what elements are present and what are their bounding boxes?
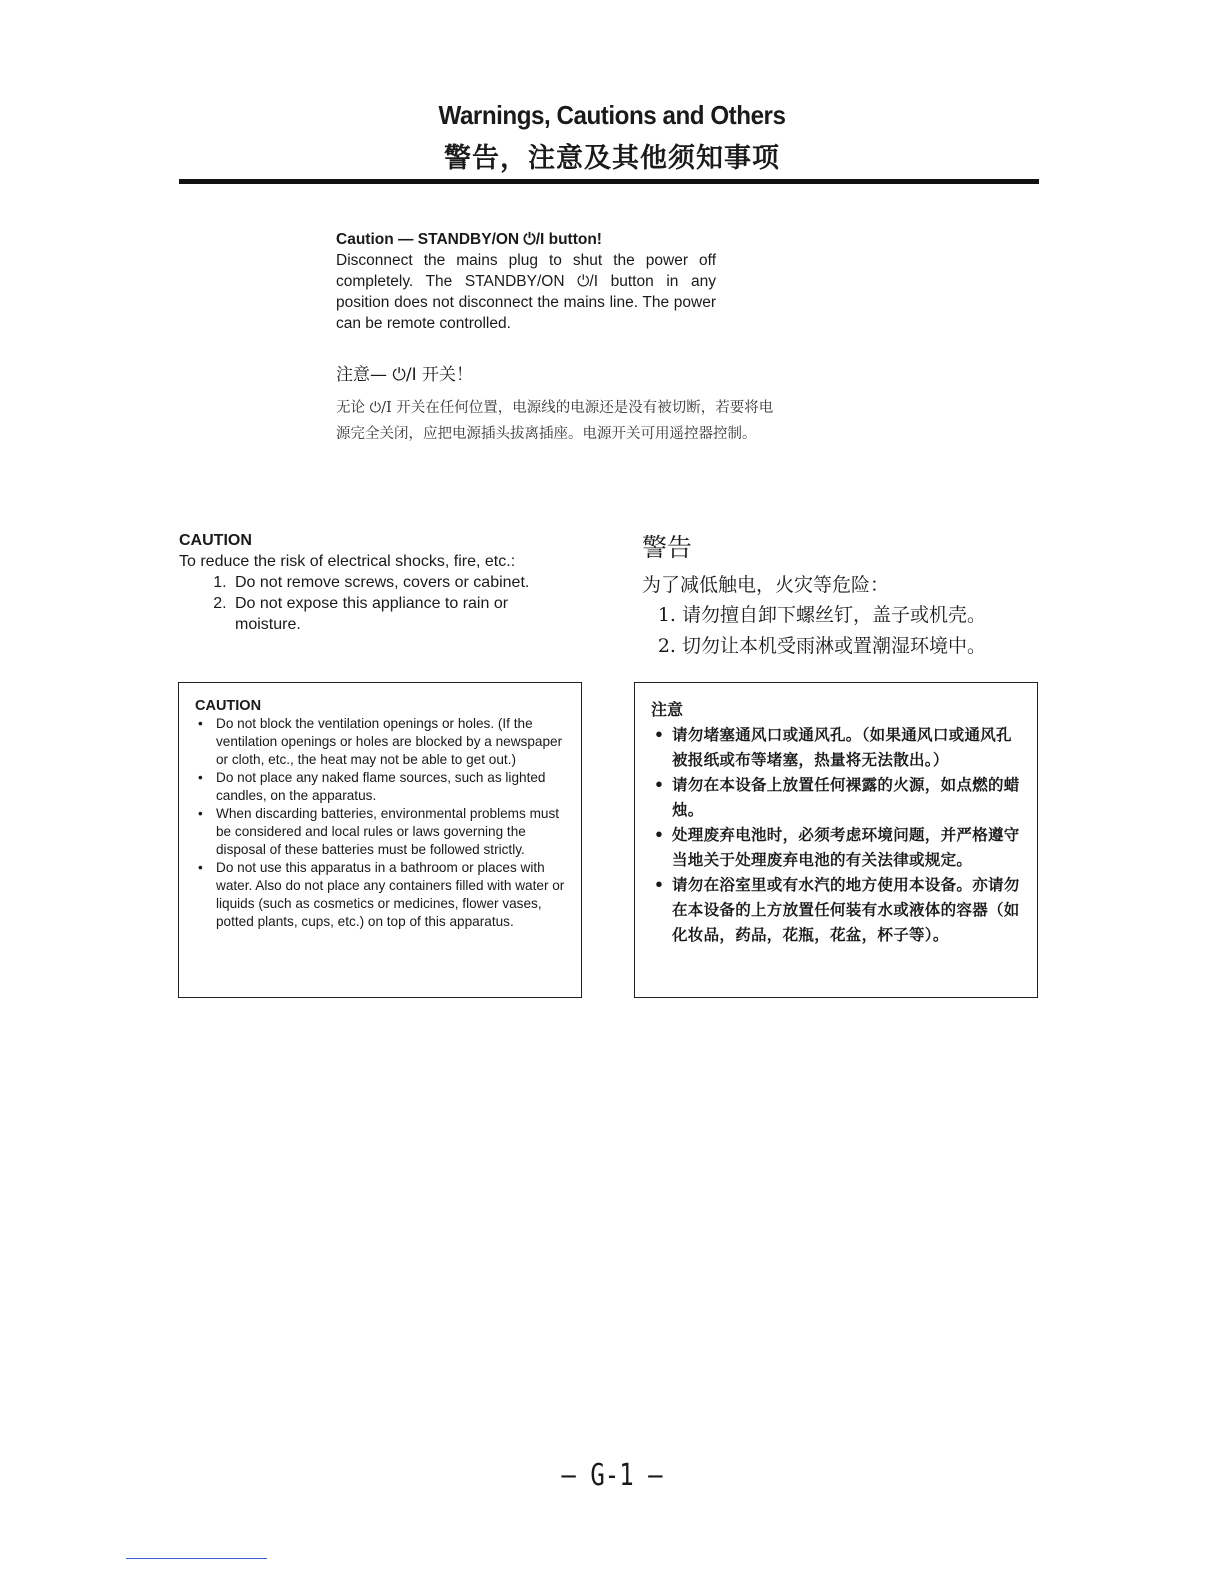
caution-box-chinese <box>634 682 1038 998</box>
standby-caution-heading: Caution — STANDBY/ON ⏻/I button! <box>336 231 602 248</box>
page-title: Warnings, Cautions and Others <box>438 100 786 130</box>
caution-intro: To reduce the risk of electrical shocks, fire, etc.: <box>179 553 516 570</box>
caution-heading-chinese: 警告 <box>642 533 693 562</box>
caution-intro-chinese: 为了减低触电，火灾等危险： <box>642 574 890 596</box>
caution-list <box>179 572 559 635</box>
title-divider <box>179 179 1039 184</box>
link-underline <box>126 1558 267 1559</box>
standby-caution-heading-chinese: 注意— ⏻/I 开关！ <box>336 365 473 385</box>
caution-item: 1. Do not remove screws, covers or cabinet. <box>231 572 559 593</box>
page-number: – G-1 – <box>561 1458 663 1493</box>
caution-box-item-chinese: • 请勿堵塞通风口或通风孔。（如果通风口或通风孔被报纸或布等堵塞，热量将无法散出。） <box>651 722 1027 772</box>
caution-section-chinese <box>642 528 1042 662</box>
standby-caution-body-chinese: 无论 ⏻/I 开关在任何位置，电源线的电源还是没有被切断，若要将电源完全关闭，应把电源插头拔离插座。电源开关可用遥控器控制。 <box>336 400 774 442</box>
standby-caution-body: Disconnect the mains plug to shut the power off completely. The STANDBY/ON ⏻/I button in any position does not disconnect the mains line. The power can be remote controlled. <box>336 252 716 332</box>
caution-heading: CAUTION <box>179 532 252 549</box>
caution-box-heading-chinese: 注意 <box>651 700 684 719</box>
caution-box-item-chinese: • 请勿在浴室里或有水汽的地方使用本设备。亦请勿在本设备的上方放置任何装有水或液体的容器（如化妆品，药品，花瓶，花盆，杯子等）。 <box>651 872 1027 947</box>
caution-section <box>179 530 559 635</box>
caution-box-list <box>195 715 565 931</box>
caution-item-chinese: 1. 请勿擅自卸下螺丝钉，盖子或机壳。 <box>682 600 1042 631</box>
page-title-chinese: 警告，注意及其他须知事项 <box>444 143 780 174</box>
caution-list-chinese <box>642 600 1042 662</box>
caution-box-item: • Do not use this apparatus in a bathroom or places with water. Also do not place any containers filled with water or liquids (such as cosmetics or medicines, flower vases, potted plants, cups, etc.) on top of this apparatus. <box>195 859 565 931</box>
standby-caution-section <box>336 229 716 334</box>
caution-box-item-chinese: • 请勿在本设备上放置任何裸露的火源，如点燃的蜡烛。 <box>651 772 1027 822</box>
caution-item: 2. Do not expose this appliance to rain or moisture. <box>231 593 559 635</box>
caution-box-item: • Do not place any naked flame sources, such as lighted candles, on the apparatus. <box>195 769 565 805</box>
caution-box-list-chinese <box>651 722 1027 947</box>
caution-box-item: • When discarding batteries, environmental problems must be considered and local rules or laws governing the disposal of these batteries must be followed strictly. <box>195 805 565 859</box>
caution-box-heading: CAUTION <box>195 698 262 714</box>
caution-item-chinese: 2. 切勿让本机受雨淋或置潮湿环境中。 <box>682 631 1042 662</box>
caution-box-item: • Do not block the ventilation openings or holes. (If the ventilation openings or holes are blocked by a newspaper or cloth, etc., the heat may not be able to get out.) <box>195 715 565 769</box>
caution-box <box>178 682 582 998</box>
caution-box-item-chinese: • 处理废弃电池时，必须考虑环境问题，并严格遵守当地关于处理废弃电池的有关法律或规定。 <box>651 822 1027 872</box>
